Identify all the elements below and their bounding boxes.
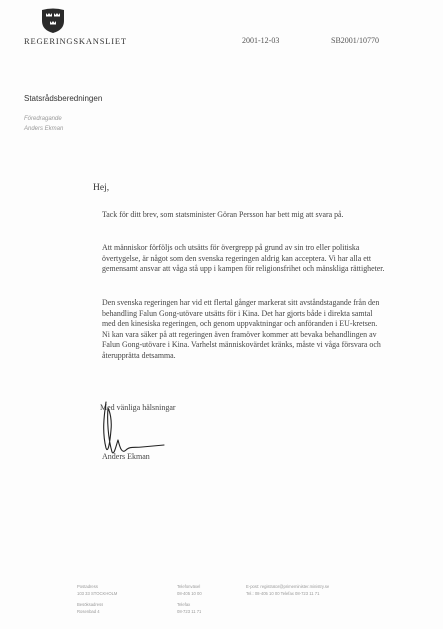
department-name: Statsrådsberedningen — [24, 94, 103, 103]
footer-postal-address: Postadress 103 33 STOCKHOLM — [77, 584, 118, 596]
paragraph-2: Att människor förföljs och utsätts för övergrepp på grund av sin tro eller politiska övertygelse, är något som den svenska regeringen aldrig kan acceptera. Vi har alla ett gemensamt ansvar att våga stå upp i kampen för religionsfrihet och mänskliga rättigheter. — [102, 243, 385, 274]
signer-name: Anders Ekman — [102, 452, 150, 461]
paragraph-1: Tack för ditt brev, som statsminister Göran Persson har bett mig att svara på. — [102, 210, 344, 219]
document-date: 2001-12-03 — [242, 36, 280, 45]
sender-name: Anders Ekman — [24, 126, 64, 132]
org-name: REGERINGSKANSLIET — [24, 36, 127, 46]
footer — [0, 584, 443, 624]
paragraph-3: Den svenska regeringen har vid ett flertal gånger markerat sitt avståndstagande från den behandling Falun Gong-utövare utsätts för i Kina. Det har gjorts både i direkta samtal med den kinesiska regeringen, och genom uppvaktningar och anföranden i EU-kretsen. Ni kan vara säker på att regeringen även framöver kommer att bevaka behandlingen av Falun Gong-utövare i Kina. Varhelst människovärdet kränks, måste vi våga försvara och återupprätta detsamma. — [102, 298, 381, 360]
footer-contact: E-post: registrator@primeminister.ministry.se Tel.: 08-405 10 00 Telefax 08-723 11 71 — [246, 584, 330, 596]
greeting: Hej, — [93, 183, 110, 193]
closing-line: Med vänliga hälsningar — [100, 403, 176, 412]
three-crowns-crest-icon — [38, 8, 68, 34]
footer-fax: Telefax 08-723 11 71 — [177, 602, 202, 614]
footer-phone: Telefonväxel 08-405 10 00 — [177, 584, 202, 596]
document-reference: SB2001/10770 — [331, 36, 380, 45]
sender-role: Föredragande — [24, 116, 62, 122]
footer-visiting-address: Besöksadress Rosenbad 4 — [77, 602, 104, 614]
